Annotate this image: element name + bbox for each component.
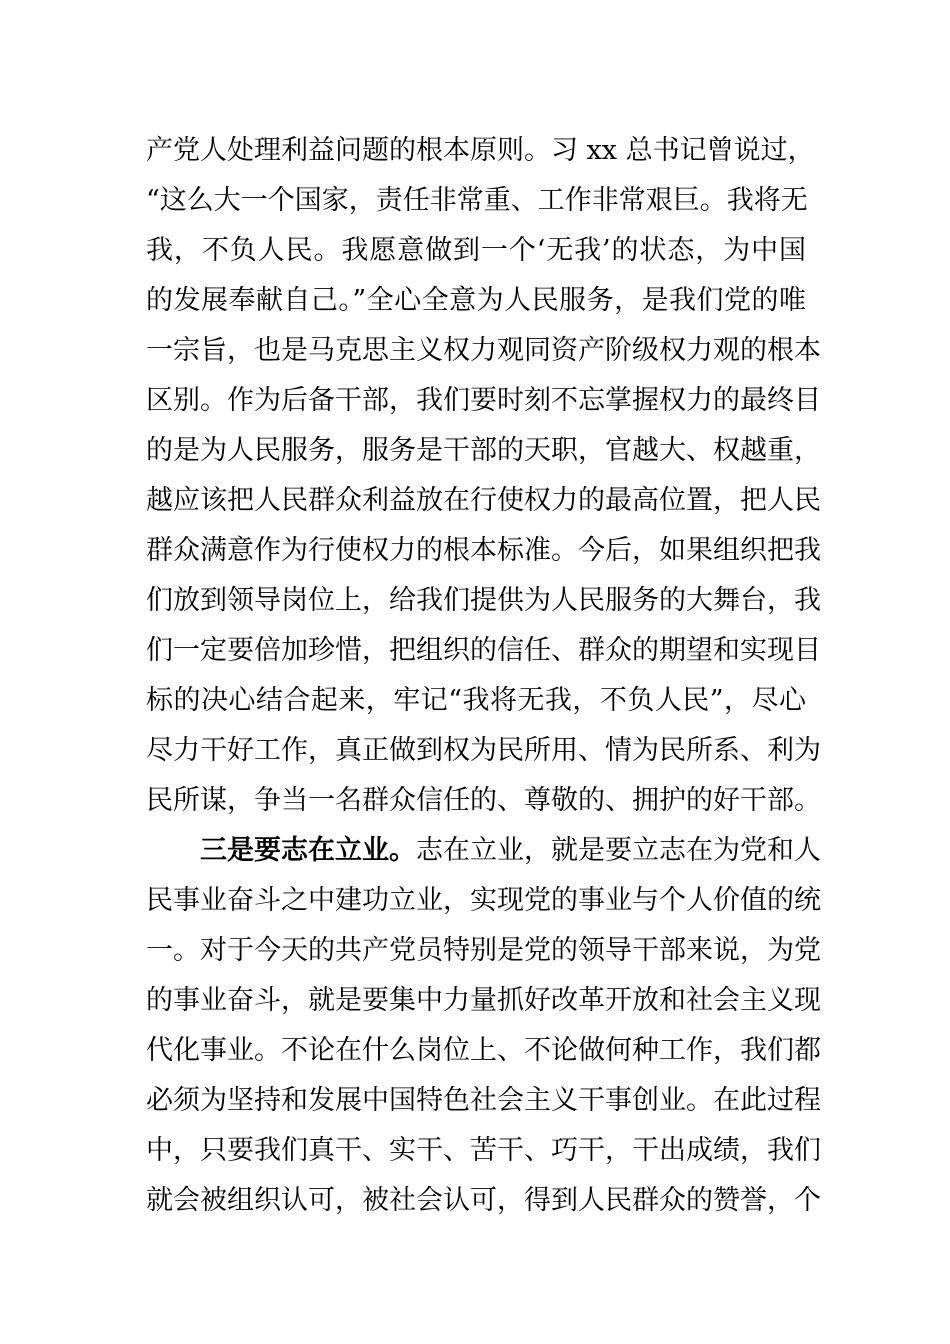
text-line: 就会被组织认可，被社会认可，得到人民群众的赞誉，个 bbox=[146, 1185, 821, 1216]
text-line: 越应该把人民群众利益放在行使权力的最高位置，把人民 bbox=[146, 485, 821, 516]
text-line: 民所谋，争当一名群众信任的、尊敬的、拥护的好干部。 bbox=[146, 785, 821, 816]
paragraph-first-line bbox=[146, 826, 821, 876]
text-line: “这么大一个国家，责任非常重、工作非常艰巨。我将无 bbox=[146, 185, 808, 216]
text-line: 们一定要倍加珍惜，把组织的信任、群众的期望和实现目 bbox=[146, 635, 821, 666]
text-run: 志在立业，就是要立志在为党和人 bbox=[416, 835, 821, 866]
text-line: 中，只要我们真干、实干、苦干、巧干，干出成绩，我们 bbox=[146, 1135, 821, 1166]
text-line: 一。对于今天的共产党员特别是党的领导干部来说，为党 bbox=[146, 935, 821, 966]
text-line: 民事业奋斗之中建功立业，实现党的事业与个人价值的统 bbox=[146, 885, 821, 916]
text-line: 尽力干好工作，真正做到权为民所用、情为民所系、利为 bbox=[146, 735, 821, 766]
text-line: 标的决心结合起来，牢记“我将无我，不负人民”，尽心 bbox=[146, 685, 806, 716]
text-line: 区别。作为后备干部，我们要时刻不忘掌握权力的最终目 bbox=[146, 385, 821, 416]
text-line: 必须为坚持和发展中国特色社会主义干事创业。在此过程 bbox=[146, 1085, 821, 1116]
document-body bbox=[146, 126, 821, 1226]
paragraph-2 bbox=[146, 826, 821, 1226]
text-line: 一宗旨，也是马克思主义权力观同资产阶级权力观的根本 bbox=[146, 335, 821, 366]
text-line: 的事业奋斗，就是要集中力量抓好改革开放和社会主义现 bbox=[146, 985, 821, 1016]
text-line: 的是为人民服务，服务是干部的天职，官越大、权越重， bbox=[146, 435, 821, 466]
text-line: 们放到领导岗位上，给我们提供为人民服务的大舞台，我 bbox=[146, 585, 821, 616]
text-line: 的发展奉献自己。”全心全意为人民服务，是我们党的唯 bbox=[146, 285, 806, 316]
text-line: 我，不负人民。我愿意做到一个‘无我’的状态，为中国 bbox=[146, 235, 806, 266]
text-line: 代化事业。不论在什么岗位上、不论做何种工作，我们都 bbox=[146, 1035, 821, 1066]
paragraph-1 bbox=[146, 126, 821, 826]
text-line: 群众满意作为行使权力的根本标准。今后，如果组织把我 bbox=[146, 535, 821, 566]
paragraph-heading: 三是要志在立业。 bbox=[200, 835, 416, 866]
text-line: 产党人处理利益问题的根本原则。习 xx 总书记曾说过， bbox=[146, 135, 815, 166]
